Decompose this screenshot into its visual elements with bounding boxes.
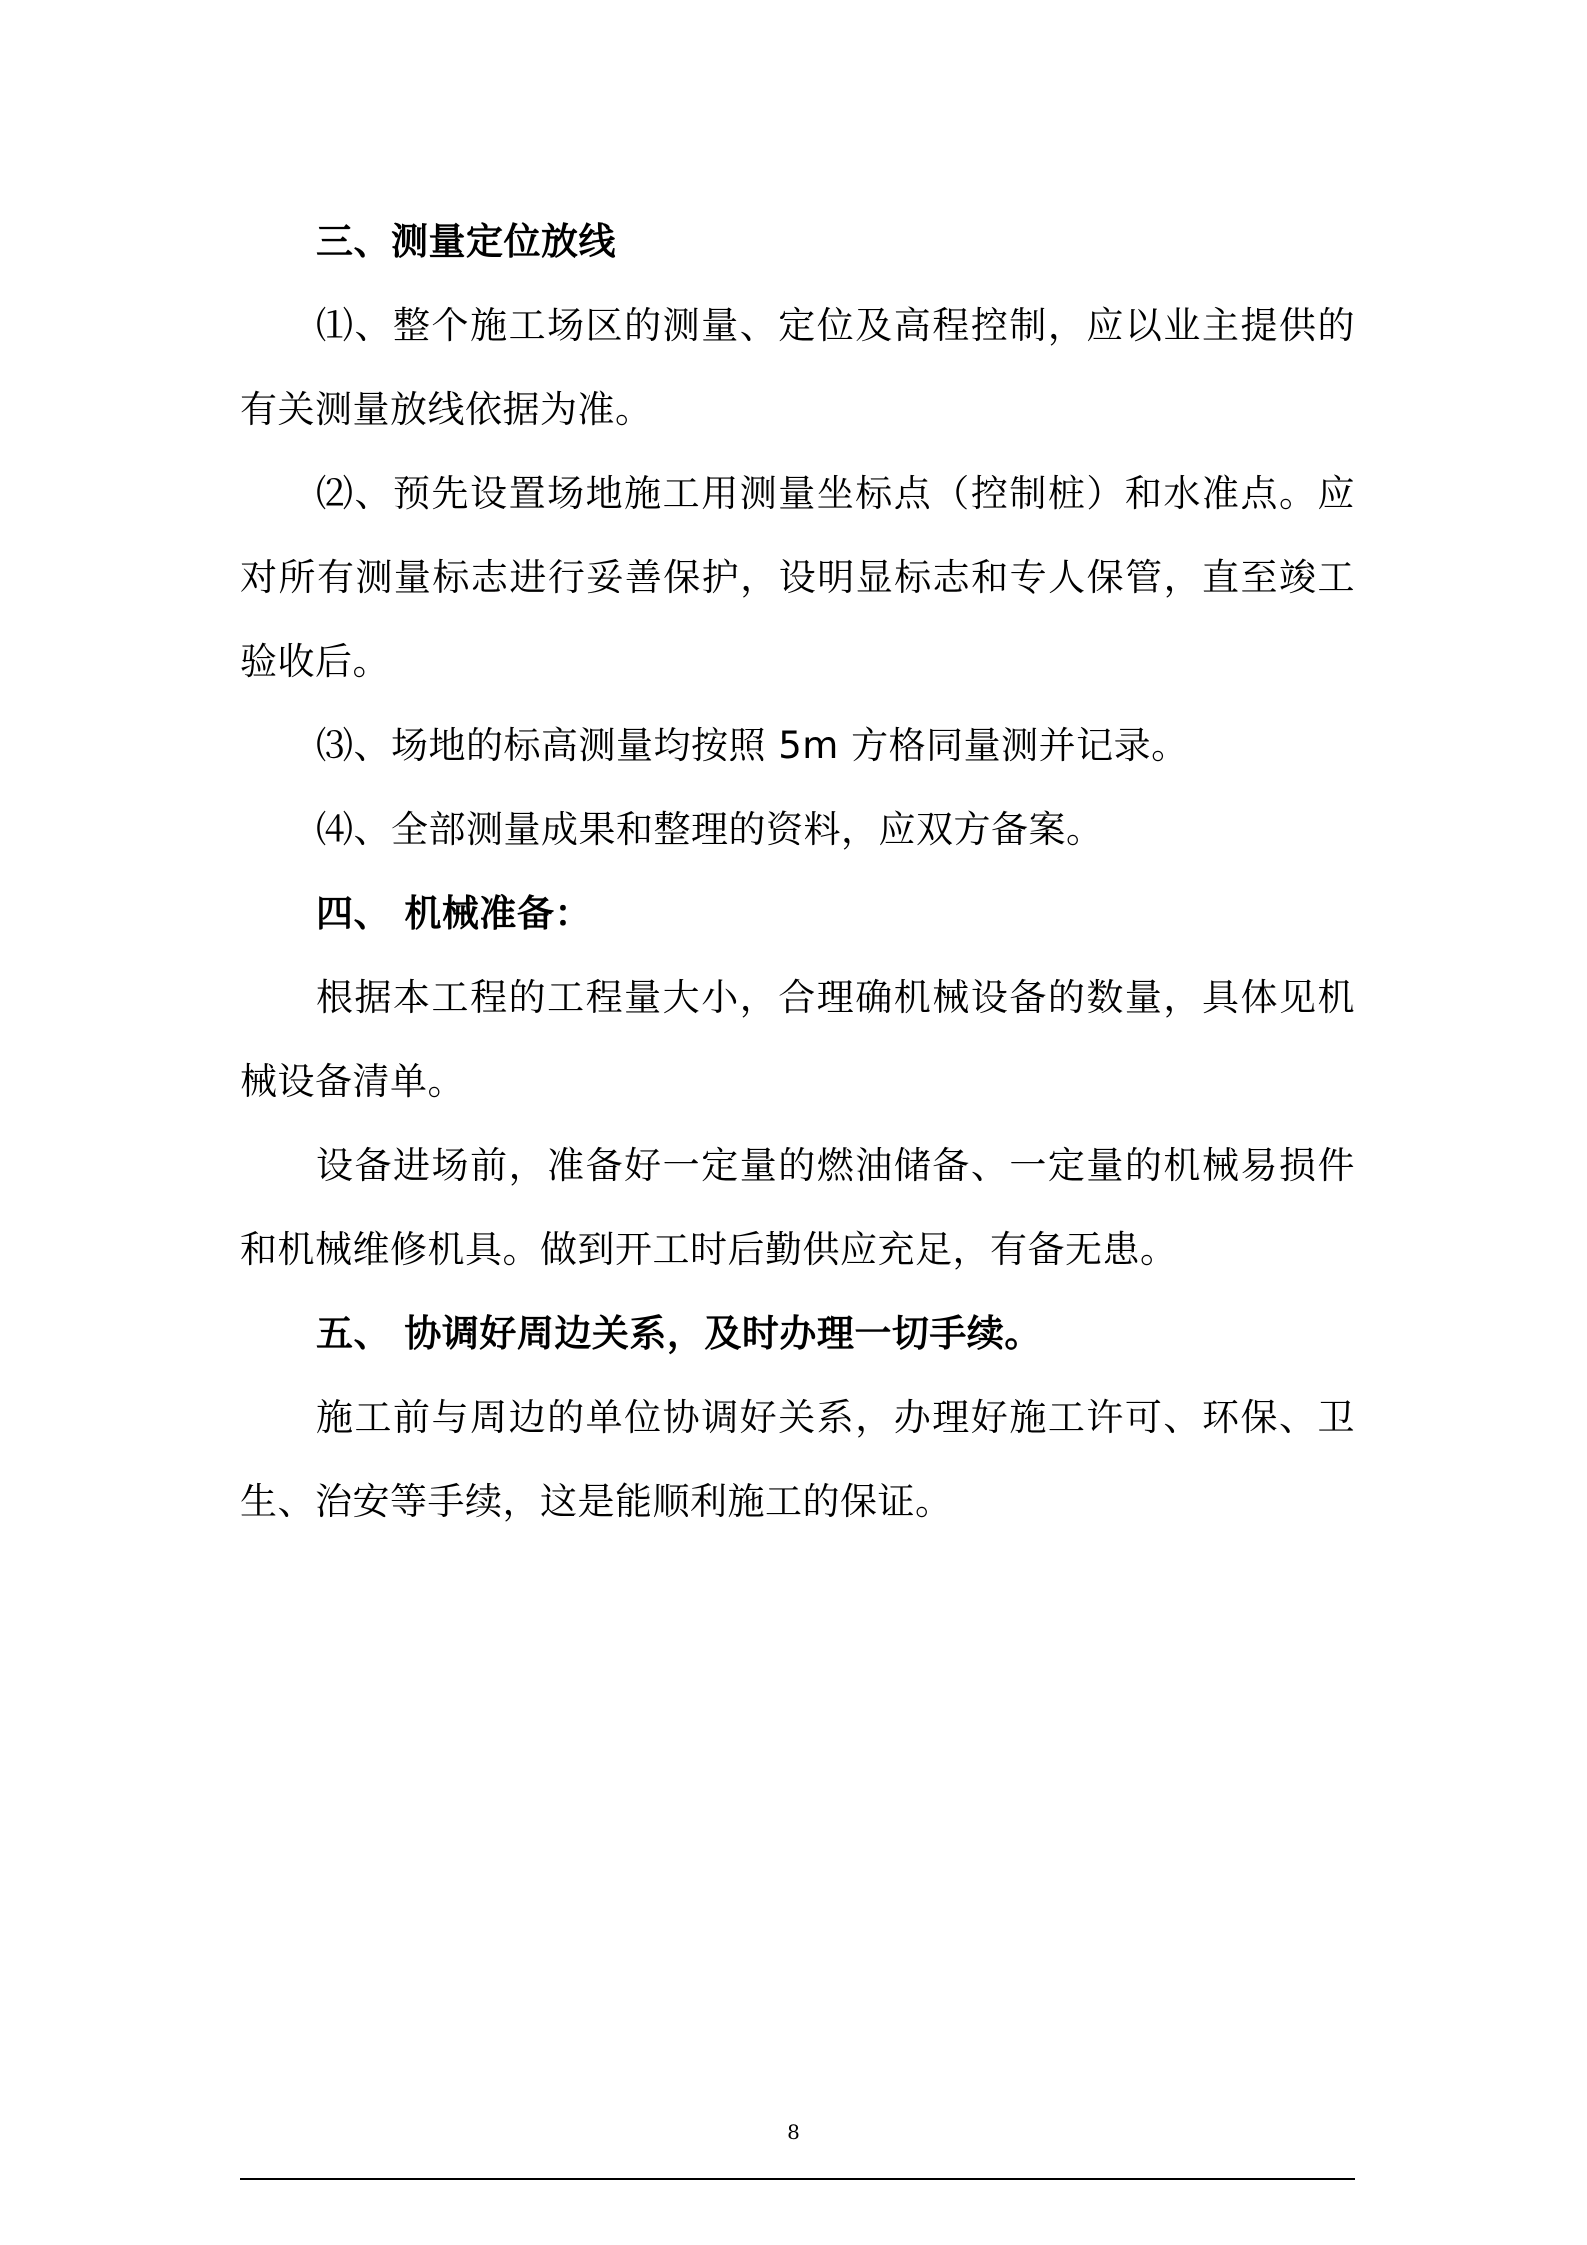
paragraph-survey-control: ⑴、整个施工场区的测量、定位及高程控制，应以业主提供的有关测量放线依据为准。 bbox=[240, 304, 1355, 431]
paragraph-permits: 施工前与周边的单位协调好关系，办理好施工许可、环保、卫生、治安等手续，这是能顺利施工的保证。 bbox=[240, 1396, 1355, 1523]
section-heading-machinery: 四、 机械准备： bbox=[316, 892, 592, 935]
section-heading-coordination: 五、 协调好周边关系，及时办理一切手续。 bbox=[316, 1312, 1042, 1355]
paragraph-survey-records: ⑷、全部测量成果和整理的资料，应双方备案。 bbox=[316, 808, 1104, 851]
footer-divider bbox=[240, 2178, 1355, 2180]
paragraph-elevation-grid: ⑶、场地的标高测量均按照 5m 方格同量测并记录。 bbox=[316, 724, 1189, 767]
page-number: 8 bbox=[787, 2120, 800, 2144]
section-heading-surveying: 三、测量定位放线 bbox=[316, 220, 616, 263]
paragraph-machinery-supplies: 设备进场前，准备好一定量的燃油储备、一定量的机械易损件和机械维修机具。做到开工时后勤供应充足，有备无患。 bbox=[240, 1144, 1355, 1271]
paragraph-control-points: ⑵、预先设置场地施工用测量坐标点（控制桩）和水准点。应对所有测量标志进行妥善保护，设明显标志和专人保管，直至竣工验收后。 bbox=[240, 472, 1355, 683]
paragraph-machinery-quantity: 根据本工程的工程量大小，合理确机械设备的数量，具体见机械设备清单。 bbox=[240, 976, 1355, 1103]
document-body bbox=[240, 200, 1355, 1544]
